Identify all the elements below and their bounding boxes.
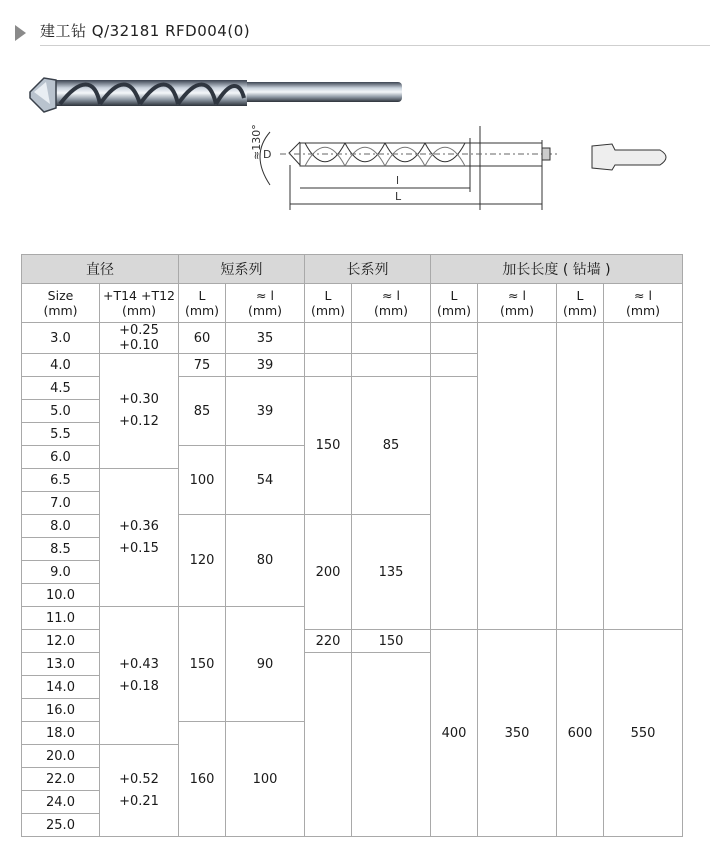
- long-l-cell: 85: [352, 377, 431, 515]
- short-l-cell: 100: [226, 722, 305, 837]
- group-short-series: 短系列: [179, 255, 305, 284]
- drill-illustration: [0, 60, 720, 220]
- ext-l2-empty: [604, 323, 683, 630]
- short-l-cell: 90: [226, 607, 305, 722]
- long-L-cell: 150: [305, 377, 352, 515]
- size-cell: 22.0: [22, 768, 100, 791]
- tolerance-cell: +0.25 +0.10: [100, 323, 179, 354]
- page-header: [0, 0, 720, 48]
- size-cell: 8.5: [22, 538, 100, 561]
- short-l-cell: 54: [226, 446, 305, 515]
- long-l-cell: [352, 323, 431, 354]
- size-cell: 5.0: [22, 400, 100, 423]
- short-l-cell: 39: [226, 354, 305, 377]
- l-label: l: [396, 174, 400, 187]
- col-short-L: L (mm): [179, 284, 226, 323]
- table-body: [22, 323, 683, 837]
- long-L-cell: 200: [305, 515, 352, 630]
- header-divider: [40, 45, 710, 46]
- short-l-cell: 35: [226, 323, 305, 354]
- ext-L1-empty: [431, 377, 478, 630]
- size-cell: 16.0: [22, 699, 100, 722]
- ext-l2-cell: 550: [604, 630, 683, 837]
- size-cell: 4.5: [22, 377, 100, 400]
- short-l-cell: 39: [226, 377, 305, 446]
- size-cell: 10.0: [22, 584, 100, 607]
- spec-table: [21, 254, 683, 837]
- size-cell: 3.0: [22, 323, 100, 354]
- tolerance-cell: +0.43 +0.18: [100, 607, 179, 745]
- short-L-cell: 150: [179, 607, 226, 722]
- group-diameter: 直径: [22, 255, 179, 284]
- short-L-cell: 75: [179, 354, 226, 377]
- long-l-empty: [352, 653, 431, 837]
- short-L-cell: 120: [179, 515, 226, 607]
- short-L-cell: 85: [179, 377, 226, 446]
- col-short-l: ≈ l (mm): [226, 284, 305, 323]
- tolerance-cell: +0.52 +0.21: [100, 745, 179, 837]
- tolerance-cell: +0.36 +0.15: [100, 469, 179, 607]
- col-long-l: ≈ l (mm): [352, 284, 431, 323]
- size-cell: 14.0: [22, 676, 100, 699]
- col-long-L: L (mm): [305, 284, 352, 323]
- size-cell: 5.5: [22, 423, 100, 446]
- size-cell: 4.0: [22, 354, 100, 377]
- play-arrow-icon: [15, 25, 26, 41]
- size-cell: 12.0: [22, 630, 100, 653]
- ext-L1-cell: [431, 354, 478, 377]
- size-cell: 18.0: [22, 722, 100, 745]
- drill-photo: [30, 78, 402, 112]
- col-size: Size (mm): [22, 284, 100, 323]
- ext-l1-cell: 350: [478, 630, 557, 837]
- short-L-cell: 100: [179, 446, 226, 515]
- long-L-cell: 220: [305, 630, 352, 653]
- long-L-cell: [305, 354, 352, 377]
- size-cell: 25.0: [22, 814, 100, 837]
- L-label: L: [395, 190, 402, 203]
- size-cell: 13.0: [22, 653, 100, 676]
- group-extended-length: 加长长度 ( 钻墙 ): [431, 255, 683, 284]
- col-ext-L2: L (mm): [557, 284, 604, 323]
- ext-L2-empty: [557, 323, 604, 630]
- size-cell: 7.0: [22, 492, 100, 515]
- col-ext-l1: ≈ l (mm): [478, 284, 557, 323]
- column-header-row: [22, 284, 683, 323]
- short-L-cell: 60: [179, 323, 226, 354]
- size-cell: 6.0: [22, 446, 100, 469]
- short-l-cell: 80: [226, 515, 305, 607]
- table-row: [22, 323, 683, 354]
- long-L-cell: [305, 323, 352, 354]
- group-long-series: 长系列: [305, 255, 431, 284]
- size-cell: 8.0: [22, 515, 100, 538]
- size-cell: 24.0: [22, 791, 100, 814]
- technical-drawing: [260, 126, 666, 210]
- tolerance-cell: +0.30 +0.12: [100, 354, 179, 469]
- d-label: D: [263, 148, 272, 161]
- ext-L1-cell: 400: [431, 630, 478, 837]
- page-title: 建工钻 Q/32181 RFD004(0): [40, 22, 251, 40]
- size-cell: 11.0: [22, 607, 100, 630]
- short-L-cell: 160: [179, 722, 226, 837]
- angle-label: ≈130°: [250, 124, 263, 160]
- long-L-empty: [305, 653, 352, 837]
- long-l-cell: 150: [352, 630, 431, 653]
- long-l-cell: [352, 354, 431, 377]
- col-ext-l2: ≈ l (mm): [604, 284, 683, 323]
- group-header-row: [22, 255, 683, 284]
- size-cell: 9.0: [22, 561, 100, 584]
- col-tolerance: +T14 +T12 (mm): [100, 284, 179, 323]
- size-cell: 20.0: [22, 745, 100, 768]
- col-ext-L1: L (mm): [431, 284, 478, 323]
- size-cell: 6.5: [22, 469, 100, 492]
- long-l-cell: 135: [352, 515, 431, 630]
- ext-L2-cell: 600: [557, 630, 604, 837]
- ext-L1-cell: [431, 323, 478, 354]
- ext-l1-empty: [478, 323, 557, 630]
